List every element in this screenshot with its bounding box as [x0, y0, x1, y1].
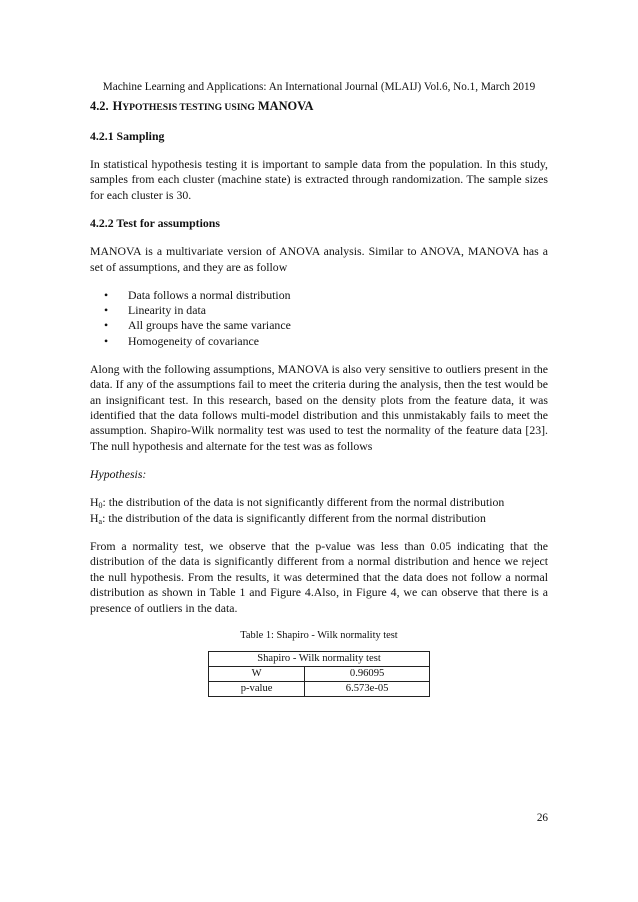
table-cell: 6.573e-05: [305, 681, 430, 696]
null-hypothesis: $H_0$: the distribution of the data is not significantly different from the normal distribution: [90, 495, 505, 511]
bullet-icon: •: [104, 333, 109, 348]
assumption-list: [90, 288, 548, 349]
normality-table: [208, 651, 430, 697]
running-header: Machine Learning and Applications: An International Journal (MLAIJ) Vol.6, No.1, March 2019: [102, 81, 536, 93]
section-title-smallcaps: YPOTHESIS TESTING USING: [122, 102, 255, 113]
table-caption: Table 1: Shapiro - Wilk normality test: [240, 629, 398, 641]
section-number: 4.2.: [90, 99, 109, 113]
table-cell: p-value: [209, 681, 305, 696]
table-row: [209, 681, 430, 696]
section-title: [90, 98, 548, 116]
table-header-cell: Shapiro - Wilk normality test: [209, 651, 430, 666]
bullet-icon: •: [104, 318, 109, 333]
subsection-title-assumptions: 4.2.2 Test for assumptions: [90, 216, 220, 231]
table-cell: W: [209, 666, 305, 681]
paragraph-normality-result: From a normality test, we observe that the p-value was less than 0.05 indicating that the distribution of the data is significantly different from a normal distribution and hence we reject the null hypothesis. From the results, it was determined that the data does not follow a normal distribution as shown in Table 1 and Figure 4.Also, in Figure 4, we can observe that there is a presence of outliers in the data.: [90, 538, 548, 615]
list-item: • Data follows a normal distribution: [104, 288, 291, 303]
list-item: • Linearity in data: [104, 303, 206, 318]
paragraph-manova-intro: MANOVA is a multivariate version of ANOVA analysis. Similar to ANOVA, MANOVA has a set of assumptions, and they are as follow: [90, 244, 548, 274]
hypothesis-label: Hypothesis:: [90, 467, 147, 482]
list-item: • Homogeneity of covariance: [104, 333, 260, 348]
table-cell: 0.96095: [305, 666, 430, 681]
section-title-tail: MANOVA: [257, 99, 314, 113]
alternate-hypothesis: $H_a$: the distribution of the data is significantly different from the normal distribution: [90, 510, 486, 526]
table-header-row: [209, 651, 430, 666]
bullet-icon: •: [104, 303, 109, 318]
paragraph-sampling: In statistical hypothesis testing it is important to sample data from the population. In this study, samples from each cluster (machine state) is extracted through randomization. The sample sizes for each cluster is 30.: [90, 157, 548, 202]
paragraph-outliers: Along with the following assumptions, MANOVA is also very sensitive to outliers present in the data. If any of the assumptions fail to meet the criteria during the analysis, then the test would be an insignificant test. In this research, based on the density plots from the feature data, it was identified that the data follows multi-model distribution and this unmistakably fails to meet the assumption. Shapiro-Wilk normality test was used to test the normality of the feature data [23]. The null hypothesis and alternate for the test was as follows: [90, 361, 548, 453]
page-body: [90, 98, 548, 697]
table-row: [209, 666, 430, 681]
page-number: 26: [536, 812, 548, 824]
bullet-icon: •: [104, 288, 109, 303]
section-title-initial: H: [112, 99, 123, 113]
list-item: • All groups have the same variance: [104, 318, 291, 333]
subsection-title-sampling: 4.2.1 Sampling: [90, 129, 165, 143]
